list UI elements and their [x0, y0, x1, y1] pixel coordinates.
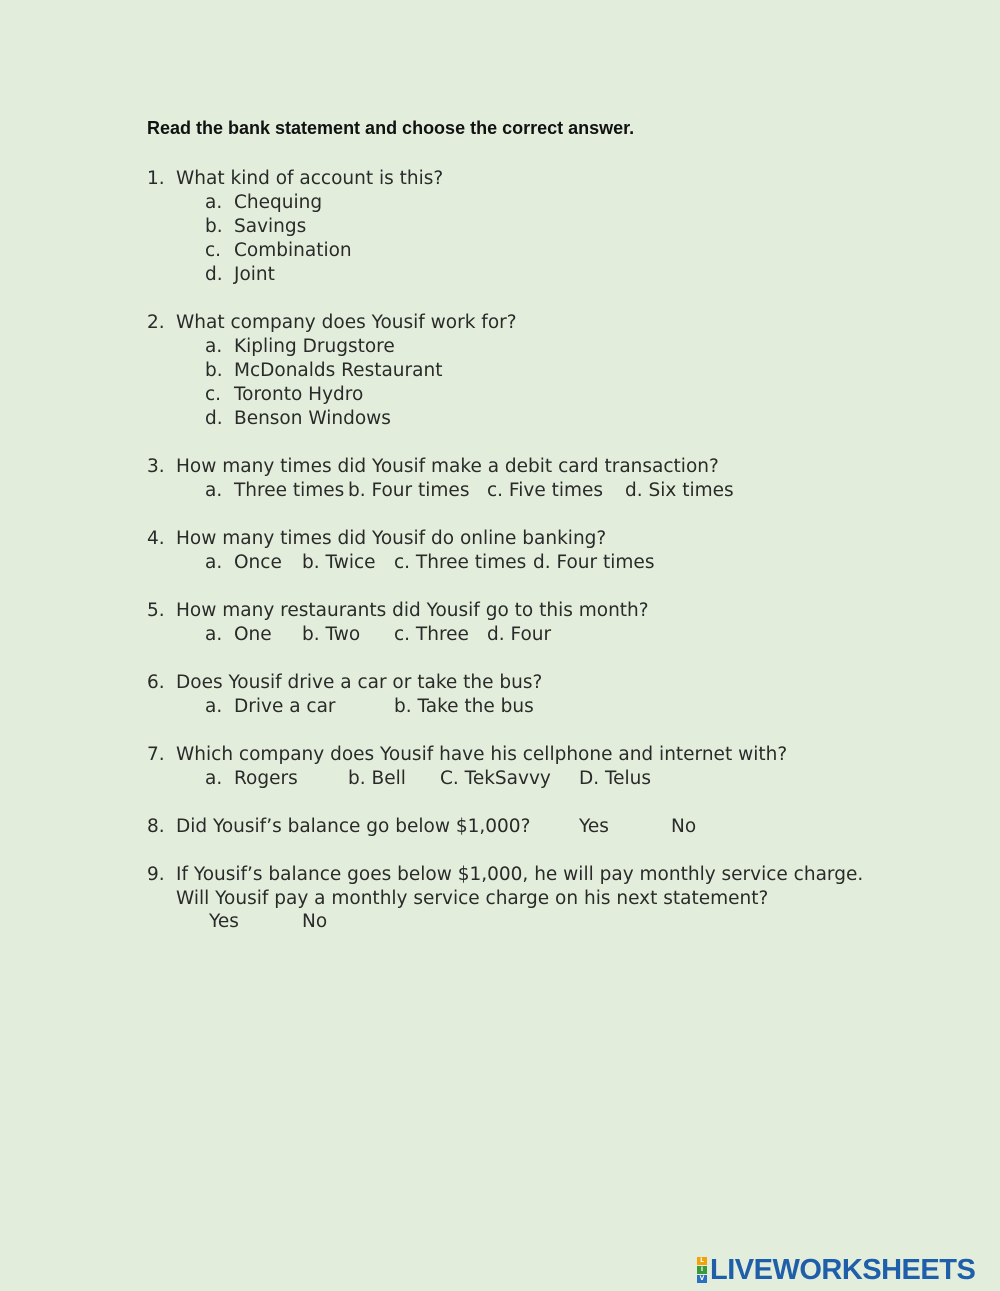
option[interactable]: d. Four — [487, 624, 552, 645]
option-letter: a. — [205, 480, 223, 501]
question-number: 5. — [147, 600, 165, 621]
option[interactable]: b. Twice — [302, 552, 376, 573]
no-option[interactable]: No — [671, 816, 697, 837]
option[interactable]: d. Six times — [625, 480, 734, 501]
question-text: How many times did Yousif make a debit card transaction? — [176, 456, 719, 477]
option-letter: a. — [205, 336, 223, 357]
option[interactable]: c. Three times — [394, 552, 527, 573]
question-number: 6. — [147, 672, 165, 693]
question-text: Did Yousif’s balance go below $1,000? — [176, 816, 531, 837]
logo-squares-icon — [697, 1257, 707, 1283]
option[interactable]: C. TekSavvy — [440, 768, 551, 789]
logo-text: LIVEWORKSHEETS — [710, 1253, 976, 1286]
option-text: McDonalds Restaurant — [234, 360, 443, 381]
yes-option[interactable]: Yes — [579, 816, 609, 837]
option-letter: a. — [205, 192, 223, 213]
question-number: 8. — [147, 816, 165, 837]
question-number: 4. — [147, 528, 165, 549]
option[interactable]: b. Bell — [348, 768, 406, 789]
logo-square: V — [697, 1275, 707, 1283]
question-number: 1. — [147, 168, 165, 189]
option[interactable]: Rogers — [234, 768, 298, 789]
option[interactable]: c. Three — [394, 624, 469, 645]
yes-option[interactable]: Yes — [209, 911, 239, 932]
option-text: Savings — [234, 216, 307, 237]
question-number: 9. — [147, 864, 165, 885]
option[interactable]: One — [234, 624, 272, 645]
option-text: Toronto Hydro — [234, 384, 364, 405]
question-number: 2. — [147, 312, 165, 333]
no-option[interactable]: No — [302, 911, 328, 932]
option[interactable]: b. Take the bus — [394, 696, 534, 717]
logo-square: I — [697, 1266, 707, 1274]
question-text: What company does Yousif work for? — [176, 312, 517, 333]
instruction: Read the bank statement and choose the correct answer. — [147, 118, 635, 138]
option-text: Kipling Drugstore — [234, 336, 395, 357]
option-letter: c. — [205, 240, 222, 261]
question-text: What kind of account is this? — [176, 168, 444, 189]
question-number: 7. — [147, 744, 165, 765]
liveworksheets-logo[interactable] — [697, 1255, 975, 1285]
option-letter: a. — [205, 768, 223, 789]
option[interactable]: Once — [234, 552, 282, 573]
question-text: If Yousif’s balance goes below $1,000, he will pay monthly service charge. — [176, 864, 864, 885]
option[interactable]: Three times — [234, 480, 345, 501]
question-number: 3. — [147, 456, 165, 477]
option[interactable]: c. Five times — [487, 480, 604, 501]
question-text: How many times did Yousif do online banking? — [176, 528, 607, 549]
option-text: Benson Windows — [234, 408, 391, 429]
question-text: Which company does Yousif have his cellphone and internet with? — [176, 744, 788, 765]
option-text: Chequing — [234, 192, 323, 213]
option-letter: d. — [205, 264, 223, 285]
option[interactable]: D. Telus — [579, 768, 652, 789]
option-letter: c. — [205, 384, 222, 405]
option[interactable]: Drive a car — [234, 696, 336, 717]
option-letter: d. — [205, 408, 223, 429]
option-text: Joint — [234, 264, 275, 285]
logo-square: L — [697, 1257, 707, 1265]
option[interactable]: d. Four times — [533, 552, 655, 573]
option-letter: a. — [205, 552, 223, 573]
option[interactable]: b. Four times — [348, 480, 470, 501]
question-text: How many restaurants did Yousif go to this month? — [176, 600, 649, 621]
question-text-line-2: Will Yousif pay a monthly service charge on his next statement? — [176, 888, 769, 909]
option-letter: b. — [205, 216, 223, 237]
option[interactable]: b. Two — [302, 624, 361, 645]
option-text: Combination — [234, 240, 352, 261]
option-letter: b. — [205, 360, 223, 381]
option-letter: a. — [205, 696, 223, 717]
question-text: Does Yousif drive a car or take the bus? — [176, 672, 543, 693]
option-letter: a. — [205, 624, 223, 645]
